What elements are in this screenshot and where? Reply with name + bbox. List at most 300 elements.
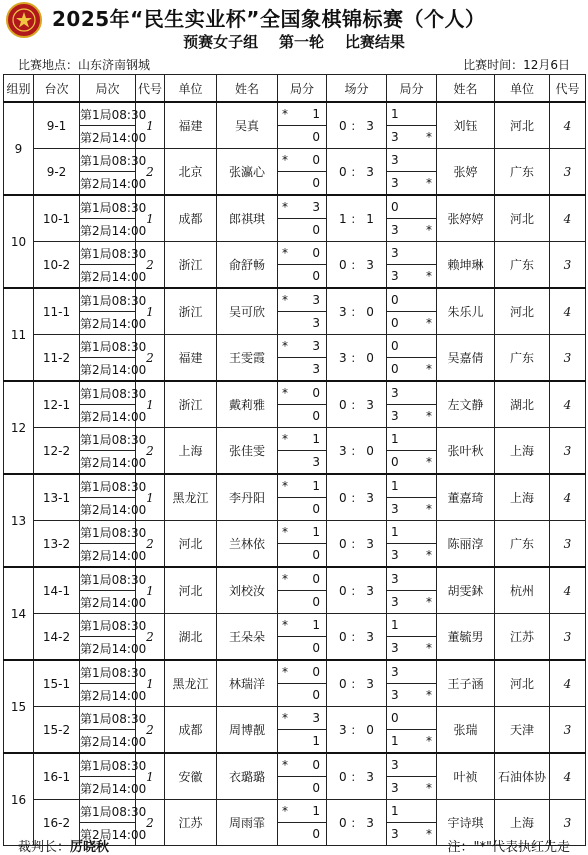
code-a-cell: 2 <box>136 149 165 196</box>
game-score-row <box>387 429 436 451</box>
name-b-cell: 吴嘉倩 <box>437 335 495 382</box>
game-score-row <box>278 683 326 706</box>
game-score-b-cell <box>387 567 437 614</box>
game-score-a <box>278 708 326 752</box>
code-a-cell: 2 <box>136 242 165 289</box>
game-score-row <box>278 218 326 241</box>
game-score-value: 3 <box>391 386 399 401</box>
match-score-cell: 3 ： 0 <box>327 288 387 335</box>
table-row <box>4 381 586 405</box>
session-cell: 第2局14:00 <box>80 312 136 335</box>
code-b-cell: 3 <box>550 707 586 754</box>
game-score-row <box>278 383 326 405</box>
game-score-row <box>387 636 436 659</box>
game-score-a-cell <box>278 800 327 846</box>
game-score-a-cell <box>278 195 327 242</box>
game-score-row <box>387 264 436 287</box>
code-a-cell: 1 <box>136 102 165 149</box>
red-first-mark: * <box>282 153 288 168</box>
game-score-value: 1 <box>391 107 399 122</box>
game-score-row <box>387 801 436 823</box>
session-cell: 第2局14:00 <box>80 544 136 568</box>
unit-a-cell: 成都 <box>165 707 217 754</box>
code-a-cell: 1 <box>136 660 165 707</box>
game-score-b <box>387 662 436 706</box>
game-score-a-cell <box>278 660 327 707</box>
game-score-row <box>387 311 436 334</box>
unit-b-cell: 上海 <box>495 428 550 475</box>
game-score-b-cell <box>387 474 437 521</box>
col-header: 局次 <box>80 75 136 103</box>
name-a-cell: 张瀛心 <box>217 149 278 196</box>
name-a-cell: 刘校汝 <box>217 567 278 614</box>
page-subtitle: 预赛女子组 第一轮 比赛结果 <box>183 33 405 51</box>
unit-b-cell: 上海 <box>495 800 550 846</box>
code-a-cell: 1 <box>136 567 165 614</box>
game-score-a-cell <box>278 521 327 568</box>
session-cell: 第2局14:00 <box>80 637 136 661</box>
game-score-value: 3 <box>312 361 320 376</box>
game-score-row <box>278 450 326 473</box>
game-score-b-cell <box>387 428 437 475</box>
game-score-value: 0 <box>312 780 320 795</box>
game-score-a-cell <box>278 474 327 521</box>
session-cell: 第1局08:30 <box>80 242 136 265</box>
name-a-cell: 王雯霞 <box>217 335 278 382</box>
game-score-b <box>387 383 436 427</box>
unit-a-cell: 黑龙江 <box>165 474 217 521</box>
game-score-b-cell <box>387 149 437 196</box>
game-score-a-cell <box>278 288 327 335</box>
game-score-b-cell <box>387 614 437 661</box>
game-score-row <box>387 243 436 265</box>
code-b-cell: 3 <box>550 242 586 289</box>
col-header: 局分 <box>278 75 327 103</box>
board-cell: 10-2 <box>34 242 80 289</box>
game-score-b-cell <box>387 521 437 568</box>
name-a-cell: 兰林依 <box>217 521 278 568</box>
header <box>0 0 588 74</box>
match-score-cell: 0 ： 3 <box>327 474 387 521</box>
col-header: 代号 <box>136 75 165 103</box>
game-score-row <box>387 822 436 845</box>
game-score-b-cell <box>387 800 437 846</box>
game-score-b-cell <box>387 335 437 382</box>
game-score-row <box>278 290 326 312</box>
game-score-b <box>387 476 436 520</box>
game-score-a <box>278 429 326 473</box>
group-cell: 10 <box>4 195 34 288</box>
game-score-a-cell <box>278 753 327 800</box>
date-label: 比赛时间：12月6日 <box>463 58 570 72</box>
game-score-value: 1 <box>391 432 399 447</box>
game-score-value: 0 <box>312 758 320 773</box>
match-score-cell: 0 ： 3 <box>327 800 387 846</box>
table-row <box>4 753 586 777</box>
session-cell: 第1局08:30 <box>80 800 136 823</box>
code-b-cell: 4 <box>550 660 586 707</box>
session-cell: 第1局08:30 <box>80 102 136 126</box>
game-score-row <box>278 543 326 566</box>
game-score-value: 0 <box>391 315 399 330</box>
red-first-mark: * <box>426 175 432 190</box>
red-first-mark: * <box>426 640 432 655</box>
game-score-value: 0 <box>391 711 399 726</box>
code-a-cell: 1 <box>136 381 165 428</box>
game-score-row <box>387 197 436 219</box>
game-score-b <box>387 708 436 752</box>
session-cell: 第2局14:00 <box>80 684 136 707</box>
code-b-cell: 4 <box>550 753 586 800</box>
name-a-cell: 衣璐璐 <box>217 753 278 800</box>
session-cell: 第1局08:30 <box>80 614 136 637</box>
name-a-cell: 周博靓 <box>217 707 278 754</box>
game-score-row <box>387 683 436 706</box>
game-score-row <box>278 729 326 752</box>
code-b-cell: 3 <box>550 800 586 846</box>
game-score-value: 3 <box>312 315 320 330</box>
col-header: 场分 <box>327 75 387 103</box>
game-score-value: 0 <box>312 175 320 190</box>
code-b-cell: 4 <box>550 195 586 242</box>
match-score-cell: 0 ： 3 <box>327 149 387 196</box>
game-score-a <box>278 104 326 148</box>
game-score-row <box>387 404 436 427</box>
match-score-cell: 0 ： 3 <box>327 521 387 568</box>
board-cell: 11-2 <box>34 335 80 382</box>
code-a-cell: 1 <box>136 753 165 800</box>
board-cell: 10-1 <box>34 195 80 242</box>
code-a-cell: 2 <box>136 428 165 475</box>
game-score-b <box>387 429 436 473</box>
name-a-cell: 吴真 <box>217 102 278 149</box>
match-score-cell: 0 ： 3 <box>327 660 387 707</box>
session-cell: 第1局08:30 <box>80 753 136 777</box>
game-score-value: 0 <box>391 339 399 354</box>
board-cell: 11-1 <box>34 288 80 335</box>
game-score-a <box>278 336 326 380</box>
unit-b-cell: 广东 <box>495 149 550 196</box>
unit-a-cell: 黑龙江 <box>165 660 217 707</box>
session-cell: 第2局14:00 <box>80 823 136 846</box>
board-cell: 16-2 <box>34 800 80 846</box>
code-b-cell: 4 <box>550 381 586 428</box>
col-header: 台次 <box>34 75 80 103</box>
game-score-row <box>278 776 326 799</box>
game-score-row <box>387 615 436 637</box>
game-score-row <box>387 522 436 544</box>
game-score-row <box>278 822 326 845</box>
game-score-b-cell <box>387 195 437 242</box>
game-score-value: 3 <box>391 780 399 795</box>
board-cell: 9-1 <box>34 102 80 149</box>
code-a-cell: 1 <box>136 195 165 242</box>
code-a-cell: 2 <box>136 521 165 568</box>
unit-b-cell: 湖北 <box>495 381 550 428</box>
game-score-value: 0 <box>391 454 399 469</box>
game-score-b <box>387 569 436 613</box>
name-a-cell: 郎祺琪 <box>217 195 278 242</box>
session-cell: 第1局08:30 <box>80 474 136 498</box>
group-cell: 16 <box>4 753 34 846</box>
game-score-value: 0 <box>312 547 320 562</box>
red-first-mark: * <box>282 200 288 215</box>
table-row <box>4 428 586 451</box>
session-cell: 第1局08:30 <box>80 567 136 591</box>
game-score-row <box>278 404 326 427</box>
session-cell: 第2局14:00 <box>80 405 136 428</box>
red-first-mark: * <box>282 711 288 726</box>
game-score-b-cell <box>387 753 437 800</box>
game-score-b-cell <box>387 242 437 289</box>
referee-label: 裁判长： <box>18 840 71 855</box>
game-score-row <box>278 615 326 637</box>
board-cell: 12-1 <box>34 381 80 428</box>
game-score-value: 0 <box>312 408 320 423</box>
game-score-a-cell <box>278 614 327 661</box>
code-b-cell: 4 <box>550 288 586 335</box>
game-score-a <box>278 383 326 427</box>
game-score-a <box>278 290 326 334</box>
name-b-cell: 张叶秋 <box>437 428 495 475</box>
name-b-cell: 刘钰 <box>437 102 495 149</box>
game-score-a-cell <box>278 242 327 289</box>
code-b-cell: 3 <box>550 149 586 196</box>
match-score-cell: 0 ： 3 <box>327 614 387 661</box>
name-b-cell: 董嘉琦 <box>437 474 495 521</box>
board-cell: 12-2 <box>34 428 80 475</box>
game-score-row <box>387 776 436 799</box>
game-score-row <box>278 636 326 659</box>
table-row <box>4 242 586 265</box>
match-score-cell: 3 ： 0 <box>327 335 387 382</box>
code-b-cell: 4 <box>550 567 586 614</box>
game-score-value: 3 <box>391 129 399 144</box>
board-cell: 15-1 <box>34 660 80 707</box>
game-score-a <box>278 476 326 520</box>
group-cell: 9 <box>4 102 34 195</box>
red-first-mark: * <box>426 361 432 376</box>
game-score-row <box>278 497 326 520</box>
game-score-row <box>278 197 326 219</box>
session-cell: 第2局14:00 <box>80 777 136 800</box>
game-score-b <box>387 150 436 194</box>
group-cell: 14 <box>4 567 34 660</box>
game-score-a-cell <box>278 381 327 428</box>
unit-b-cell: 广东 <box>495 242 550 289</box>
col-header: 代号 <box>550 75 586 103</box>
unit-b-cell: 石油体协 <box>495 753 550 800</box>
game-score-row <box>278 755 326 777</box>
game-score-value: 1 <box>312 733 320 748</box>
game-score-b <box>387 336 436 380</box>
game-score-row <box>387 708 436 730</box>
game-score-value: 0 <box>312 268 320 283</box>
game-score-value: 3 <box>391 547 399 562</box>
red-first-mark: * <box>426 826 432 841</box>
red-first-mark: * <box>282 665 288 680</box>
game-score-row <box>387 729 436 752</box>
game-score-row <box>387 569 436 591</box>
code-b-cell: 3 <box>550 614 586 661</box>
game-score-value: 3 <box>391 687 399 702</box>
table-row <box>4 149 586 172</box>
unit-b-cell: 天津 <box>495 707 550 754</box>
game-score-row <box>278 590 326 613</box>
red-first-mark: * <box>426 315 432 330</box>
group-cell: 13 <box>4 474 34 567</box>
game-score-value: 3 <box>391 572 399 587</box>
unit-a-cell: 河北 <box>165 567 217 614</box>
game-score-a <box>278 801 326 845</box>
game-score-row <box>278 243 326 265</box>
code-a-cell: 1 <box>136 288 165 335</box>
game-score-row <box>387 383 436 405</box>
game-score-row <box>278 311 326 334</box>
unit-b-cell: 江苏 <box>495 614 550 661</box>
unit-b-cell: 广东 <box>495 335 550 382</box>
unit-a-cell: 成都 <box>165 195 217 242</box>
unit-a-cell: 浙江 <box>165 242 217 289</box>
game-score-value: 3 <box>391 175 399 190</box>
red-first-mark: * <box>426 594 432 609</box>
game-score-a-cell <box>278 335 327 382</box>
game-score-a <box>278 615 326 659</box>
game-score-row <box>278 801 326 823</box>
code-a-cell: 2 <box>136 800 165 846</box>
board-cell: 15-2 <box>34 707 80 754</box>
match-score-cell: 1 ： 1 <box>327 195 387 242</box>
unit-b-cell: 广东 <box>495 521 550 568</box>
game-score-b <box>387 615 436 659</box>
unit-a-cell: 河北 <box>165 521 217 568</box>
game-score-value: 1 <box>391 479 399 494</box>
code-a-cell: 2 <box>136 335 165 382</box>
red-first-mark: * <box>426 547 432 562</box>
game-score-row <box>387 336 436 358</box>
game-score-value: 3 <box>312 711 320 726</box>
col-header: 组别 <box>4 75 34 103</box>
name-a-cell: 王朵朵 <box>217 614 278 661</box>
name-a-cell: 俞舒畅 <box>217 242 278 289</box>
red-first-mark: * <box>426 268 432 283</box>
game-score-value: 0 <box>312 129 320 144</box>
game-score-value: 1 <box>312 804 320 819</box>
name-a-cell: 张佳雯 <box>217 428 278 475</box>
game-score-a <box>278 243 326 287</box>
game-score-value: 0 <box>312 386 320 401</box>
game-score-row <box>278 569 326 591</box>
match-score-cell: 0 ： 3 <box>327 242 387 289</box>
game-score-row <box>278 662 326 684</box>
unit-b-cell: 杭州 <box>495 567 550 614</box>
game-score-value: 0 <box>312 501 320 516</box>
game-score-row <box>387 357 436 380</box>
game-score-value: 1 <box>391 618 399 633</box>
game-score-row <box>387 590 436 613</box>
game-score-row <box>387 171 436 194</box>
game-score-row <box>387 450 436 473</box>
code-a-cell: 2 <box>136 707 165 754</box>
session-cell: 第2局14:00 <box>80 265 136 289</box>
game-score-value: 3 <box>391 408 399 423</box>
game-score-value: 1 <box>312 525 320 540</box>
game-score-value: 1 <box>391 733 399 748</box>
game-score-b-cell <box>387 707 437 754</box>
table-row <box>4 335 586 358</box>
game-score-a-cell <box>278 707 327 754</box>
red-first-mark: * <box>426 501 432 516</box>
code-b-cell: 3 <box>550 335 586 382</box>
name-b-cell: 陈丽淳 <box>437 521 495 568</box>
table-row <box>4 288 586 312</box>
game-score-row <box>278 429 326 451</box>
game-score-row <box>387 497 436 520</box>
name-b-cell: 朱乐儿 <box>437 288 495 335</box>
game-score-row <box>387 755 436 777</box>
game-score-a <box>278 755 326 799</box>
session-cell: 第1局08:30 <box>80 288 136 312</box>
board-cell: 13-1 <box>34 474 80 521</box>
name-a-cell: 周雨霏 <box>217 800 278 846</box>
game-score-row <box>387 290 436 312</box>
game-score-value: 3 <box>391 153 399 168</box>
table-row <box>4 102 586 126</box>
group-cell: 11 <box>4 288 34 381</box>
game-score-value: 0 <box>312 640 320 655</box>
red-first-mark: * <box>282 479 288 494</box>
game-score-a-cell <box>278 567 327 614</box>
session-cell: 第2局14:00 <box>80 730 136 754</box>
game-score-row <box>278 336 326 358</box>
game-score-b-cell <box>387 381 437 428</box>
red-first-mark: * <box>282 804 288 819</box>
game-score-a <box>278 569 326 613</box>
name-b-cell: 左文静 <box>437 381 495 428</box>
session-cell: 第2局14:00 <box>80 126 136 149</box>
game-score-value: 3 <box>312 293 320 308</box>
red-first-mark: * <box>426 780 432 795</box>
red-first-mark: * <box>282 246 288 261</box>
game-score-value: 3 <box>391 501 399 516</box>
name-b-cell: 王子涵 <box>437 660 495 707</box>
name-b-cell: 宇诗琪 <box>437 800 495 846</box>
game-score-b <box>387 104 436 148</box>
session-cell: 第1局08:30 <box>80 381 136 405</box>
name-a-cell: 林瑞洋 <box>217 660 278 707</box>
unit-b-cell: 河北 <box>495 195 550 242</box>
game-score-a-cell <box>278 149 327 196</box>
game-score-value: 0 <box>312 594 320 609</box>
results-table <box>3 74 586 846</box>
group-cell: 15 <box>4 660 34 753</box>
red-first-mark: * <box>282 107 288 122</box>
game-score-value: 1 <box>391 804 399 819</box>
match-score-cell: 3 ： 0 <box>327 707 387 754</box>
game-score-value: 0 <box>312 246 320 261</box>
session-cell: 第1局08:30 <box>80 707 136 730</box>
game-score-row <box>278 357 326 380</box>
red-first-mark: * <box>282 525 288 540</box>
name-b-cell: 胡雯鉥 <box>437 567 495 614</box>
game-score-value: 1 <box>312 618 320 633</box>
game-score-row <box>387 125 436 148</box>
match-score-cell: 3 ： 0 <box>327 428 387 475</box>
red-first-mark: * <box>426 129 432 144</box>
game-score-row <box>278 476 326 498</box>
game-score-value: 3 <box>391 594 399 609</box>
game-score-row <box>278 125 326 148</box>
